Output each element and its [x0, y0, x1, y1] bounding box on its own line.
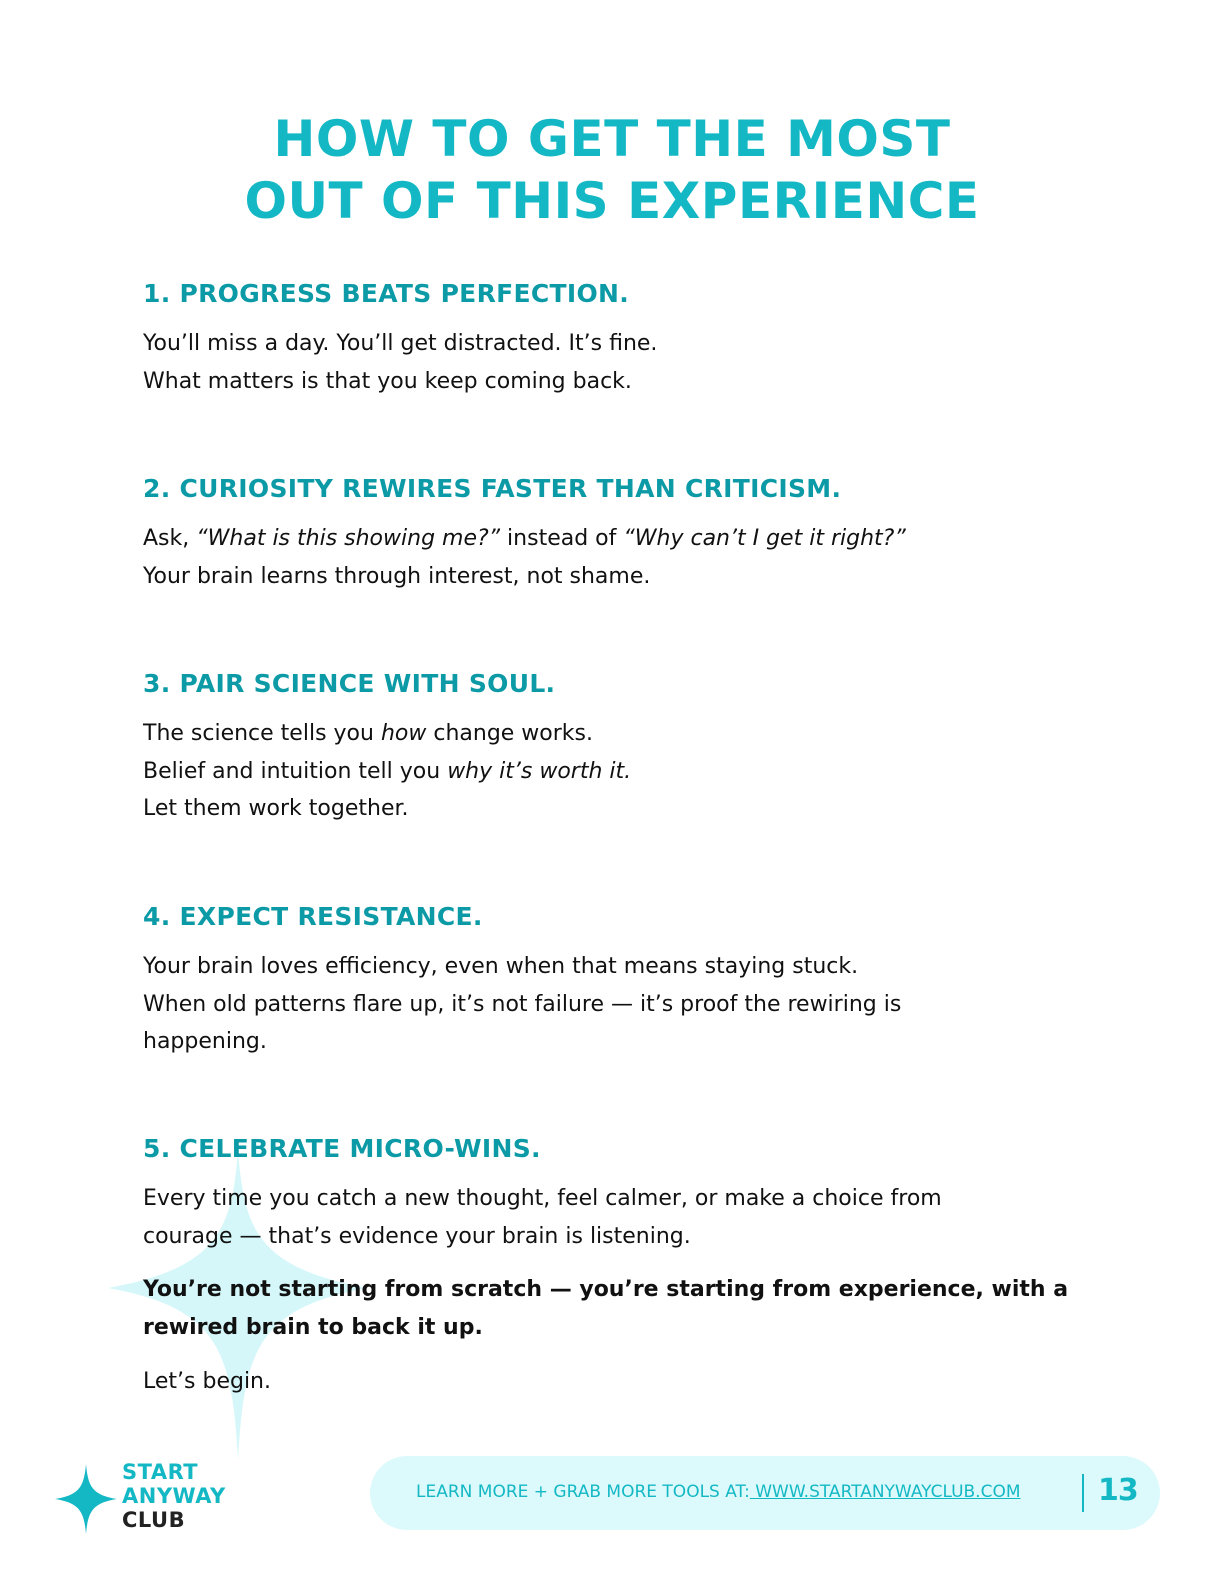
text-run: Belief and intuition tell you	[143, 758, 448, 784]
section-heading: 4. EXPECT RESISTANCE.	[143, 902, 483, 931]
section-heading: 1. PROGRESS BEATS PERFECTION.	[143, 279, 630, 308]
body-line: What matters is that you keep coming back.	[143, 368, 632, 394]
body-line: When old patterns flare up, it’s not failure — it’s proof the rewiring is	[143, 991, 902, 1017]
section-body	[143, 520, 1103, 595]
bold-line: rewired brain to back it up.	[143, 1315, 483, 1340]
footer-divider	[1082, 1474, 1084, 1512]
page-number: 13	[1098, 1473, 1138, 1508]
text-run: change works.	[426, 721, 594, 746]
website-link[interactable]: WWW.STARTANYWAYCLUB.COM	[749, 1482, 1021, 1502]
section-heading: 2. CURIOSITY REWIRES FASTER THAN CRITICISM.	[143, 474, 842, 503]
logo-word: CLUB	[122, 1508, 186, 1532]
footer-prefix: LEARN MORE + GRAB MORE TOOLS AT:	[416, 1482, 750, 1502]
logo-word: START	[122, 1460, 199, 1484]
body-line: Your brain learns through interest, not shame.	[143, 563, 651, 589]
body-line: You’ll miss a day. You’ll get distracted. It’s fine.	[143, 331, 658, 356]
body-line	[143, 715, 1103, 753]
emphasis-text: why it’s worth it.	[447, 758, 632, 784]
quote-text: “What is this showing me?”	[196, 526, 501, 551]
section-heading: 3. PAIR SCIENCE WITH SOUL.	[143, 669, 556, 698]
section-resistance	[143, 902, 1103, 1061]
section-science-soul	[143, 669, 1103, 828]
section-body	[143, 715, 1103, 828]
section-body	[143, 325, 1103, 400]
emphasis-text: how	[380, 721, 427, 746]
bold-line: You’re not starting from scratch — you’re starting from experience, with a	[143, 1277, 1069, 1302]
body-line: Let them work together.	[143, 796, 409, 821]
section-body	[143, 1180, 1103, 1255]
emphasis-statement	[143, 1271, 1103, 1347]
text-run: Ask,	[143, 526, 197, 551]
logo-word: ANYWAY	[122, 1484, 226, 1508]
section-body	[143, 948, 1103, 1061]
section-heading: 5. CELEBRATE MICRO-WINS.	[143, 1134, 541, 1163]
body-line	[143, 520, 1103, 558]
sparkle-star-icon	[55, 1464, 117, 1534]
quote-text: “Why can’t I get it right?”	[623, 526, 906, 551]
body-line: Every time you catch a new thought, feel calmer, or make a choice from	[143, 1186, 942, 1211]
body-line: Your brain loves efficiency, even when that means staying stuck.	[143, 954, 859, 979]
body-line: courage — that’s evidence your brain is listening.	[143, 1223, 691, 1249]
footer-banner	[370, 1456, 1160, 1530]
brand-logo	[55, 1460, 255, 1535]
text-run: The science tells you	[143, 721, 381, 746]
footer-cta	[416, 1482, 1021, 1502]
title-line-2: OUT OF THIS EXPERIENCE	[244, 172, 980, 230]
body-line	[143, 753, 1103, 791]
section-progress	[143, 279, 1103, 400]
title-line-1: HOW TO GET THE MOST	[273, 110, 951, 168]
logo-wordmark	[122, 1460, 226, 1532]
section-curiosity	[143, 474, 1103, 595]
text-run: instead of	[500, 526, 624, 551]
closing-line: Let’s begin.	[143, 1369, 271, 1394]
page-title	[0, 108, 1224, 232]
body-line: happening.	[143, 1029, 267, 1054]
section-micro-wins	[143, 1134, 1103, 1401]
